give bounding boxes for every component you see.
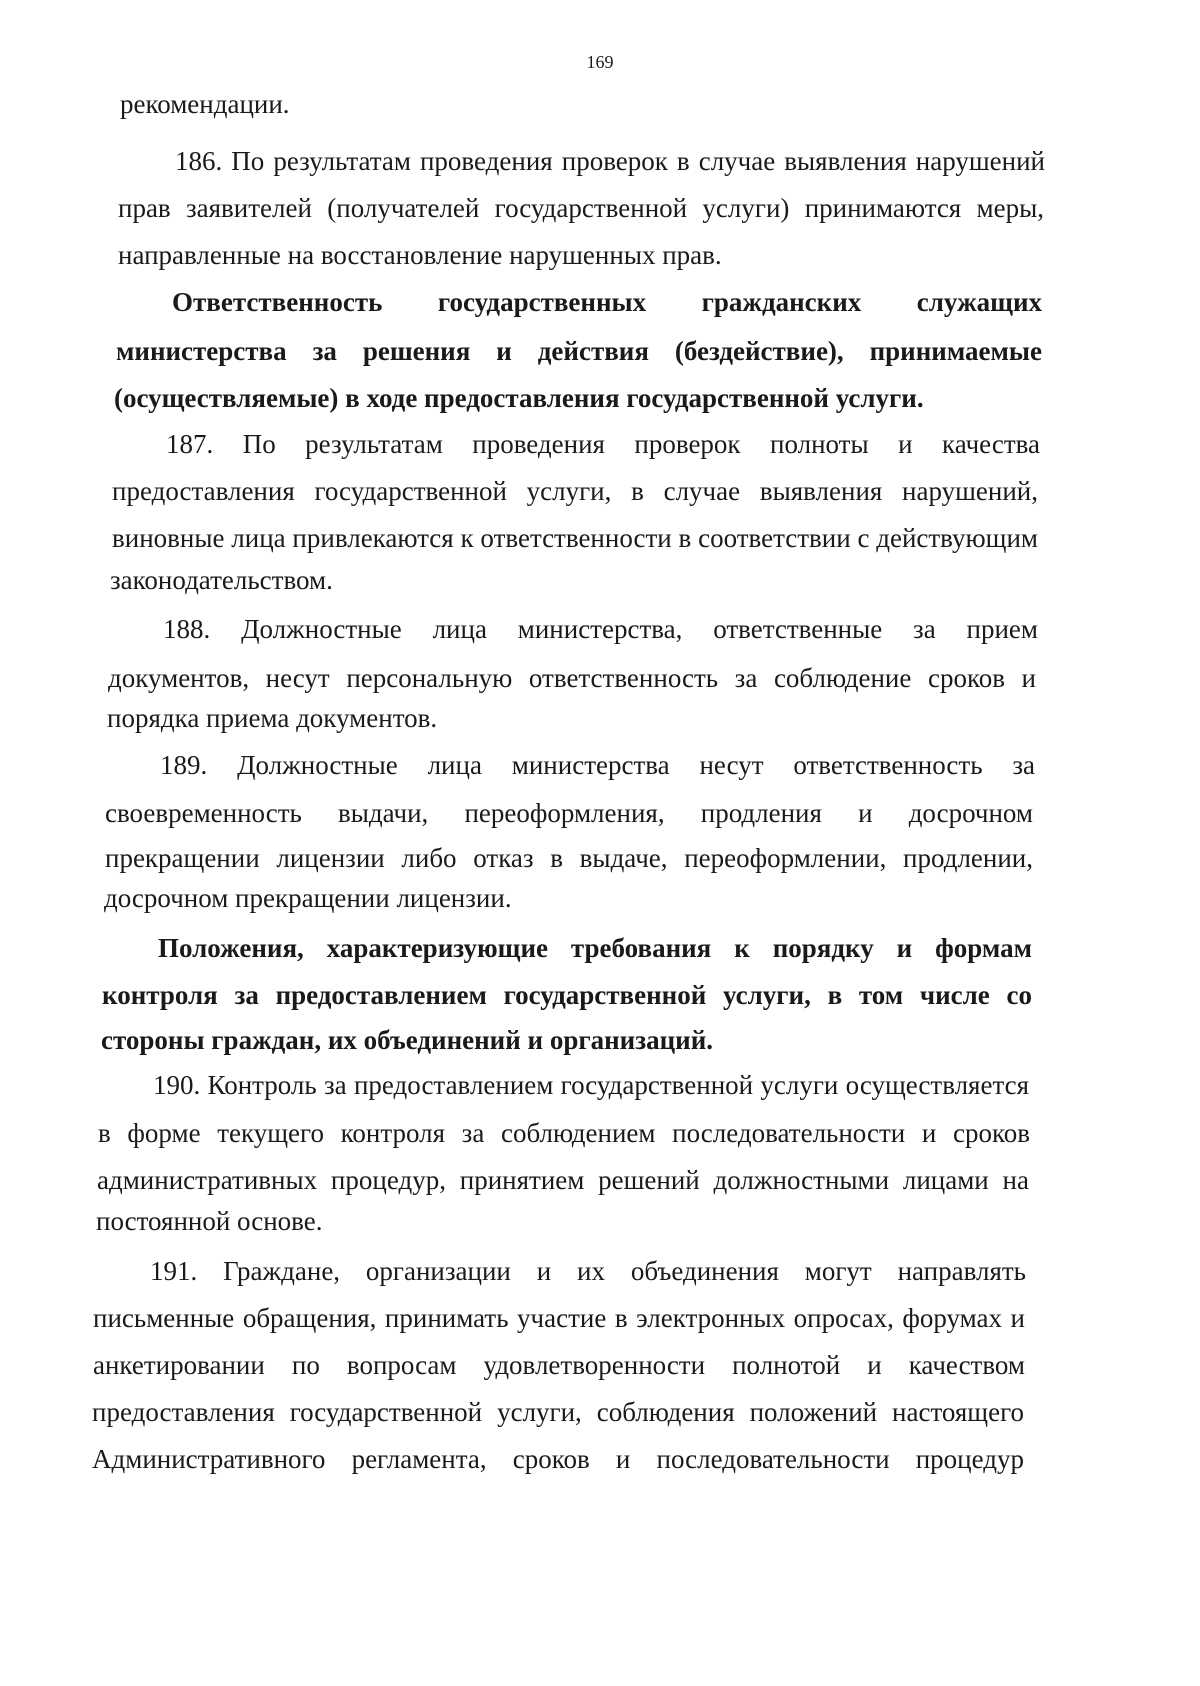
text-line: анкетировании по вопросам удовлетворенности полнотой и качеством xyxy=(93,1350,1025,1380)
text-line: своевременность выдачи, переоформления, продления и досрочном xyxy=(105,798,1033,828)
text-line: 186. По результатам проведения проверок в случае выявления нарушений xyxy=(175,146,1045,176)
section-heading-line: министерства за решения и действия (бездействие), принимаемые xyxy=(116,336,1042,366)
text-line: Административного регламента, сроков и последовательности процедур xyxy=(92,1444,1024,1474)
text-line: направленные на восстановление нарушенных прав. xyxy=(118,240,722,270)
text-line: письменные обращения, принимать участие в электронных опросах, форумах и xyxy=(93,1303,1025,1333)
text-line: предоставления государственной услуги, в случае выявления нарушений, xyxy=(112,476,1038,506)
section-heading-line: Ответственность государственных гражданских служащих xyxy=(172,287,1042,317)
text-line: в форме текущего контроля за соблюдением последовательности и сроков xyxy=(98,1118,1030,1148)
text-line: рекомендации. xyxy=(120,89,290,119)
text-line: административных процедур, принятием решений должностными лицами на xyxy=(97,1165,1029,1195)
section-heading-line: стороны граждан, их объединений и организаций. xyxy=(101,1025,714,1055)
text-line: 190. Контроль за предоставлением государственной услуги осуществляется xyxy=(153,1070,1029,1100)
text-line: прав заявителей (получателей государственной услуги) принимаются меры, xyxy=(118,193,1044,223)
text-line: порядка приема документов. xyxy=(107,703,438,733)
text-line: виновные лица привлекаются к ответственности в соответствии с действующим xyxy=(112,523,1038,553)
text-line: 188. Должностные лица министерства, ответственные за прием xyxy=(163,614,1038,644)
text-line: 187. По результатам проведения проверок полноты и качества xyxy=(166,429,1040,459)
text-line: прекращении лицензии либо отказ в выдаче, переоформлении, продлении, xyxy=(105,843,1033,873)
section-heading-line: контроля за предоставлением государственной услуги, в том числе со xyxy=(102,980,1032,1010)
section-heading-line: Положения, характеризующие требования к порядку и формам xyxy=(158,933,1032,963)
text-line: досрочном прекращении лицензии. xyxy=(104,883,512,913)
section-heading-line: (осуществляемые) в ходе предоставления государственной услуги. xyxy=(114,383,924,413)
text-line: предоставления государственной услуги, соблюдения положений настоящего xyxy=(92,1397,1024,1427)
page-number: 169 xyxy=(586,52,614,72)
text-line: постоянной основе. xyxy=(96,1206,323,1236)
text-line: законодательством. xyxy=(110,565,333,595)
text-line: 189. Должностные лица министерства несут ответственность за xyxy=(160,750,1035,780)
text-line: 191. Граждане, организации и их объединения могут направлять xyxy=(150,1256,1026,1286)
text-line: документов, несут персональную ответственность за соблюдение сроков и xyxy=(108,663,1036,693)
